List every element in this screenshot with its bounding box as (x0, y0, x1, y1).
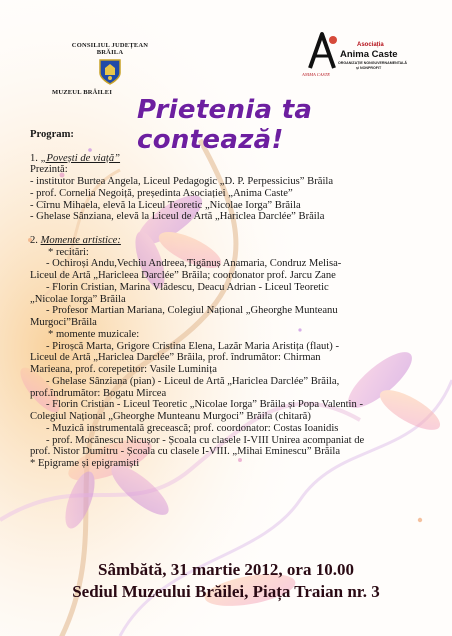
association-name: Anima Caste (340, 49, 398, 60)
presenter-line: - institutor Burtea Angela, Liceul Pedagogic „D. P. Perpessicius” Brăila (30, 176, 334, 187)
program-line: Liceul de Artă „Haricleea Darclée” Brăila; coordonator prof. Jarcu Zane (30, 270, 336, 281)
county-council-name: CONSILIUL JUDEȚEAN (71, 42, 149, 49)
program-line: - Ghelase Sânziana (pian) - Liceul de Artă „Hariclea Darclée” Brăila, (46, 375, 340, 387)
section-1-title: „Povești de viață” (40, 152, 121, 164)
presenter-line: - Cîrnu Mihaela, elevă la Liceul Teoretic „Nicolae Iorga” Brăila (30, 199, 301, 211)
section-2-number: 2. (30, 234, 41, 246)
program-heading: Program: (30, 129, 74, 140)
subsection-label: * momente muzicale: (48, 328, 140, 340)
association-subtitle-2: și NONPROFIT (356, 66, 382, 70)
event-location: Sediul Muzeului Brăilei, Piața Traian nr. 3 (72, 582, 380, 601)
program-line: Colegiul Național „Gheorghe Munteanu Murgoci” Brăila (chitară) (30, 411, 311, 422)
subsection-label: * recitări: (48, 246, 89, 258)
museum-label: MUZEUL BRĂILEI (52, 89, 113, 96)
section-1-title-line (30, 153, 440, 165)
spacer (30, 223, 440, 235)
program-line: prof. Nistor Dumitru - Școala cu clasele I-VIII. „Mihai Eminescu” Brăila (30, 446, 341, 458)
section-1-number: 1. (30, 152, 41, 164)
presenter-line: - prof. Cornelia Negoiță, președinta Asociației „Anima Caste” (30, 187, 293, 199)
association-subtitle: ORGANIZAȚIE NONGUVERNAMENTALĂ (338, 61, 408, 65)
program-line: - Ochiroși Andu,Vechiu Andreea,Tigănuș Anamaria, Condruz Melisa- (46, 258, 342, 270)
association-block (300, 30, 450, 80)
program-line: - Muzică instrumentală grecească; prof. coordonator: Costas Ioanidis (46, 422, 339, 434)
program-line: - Profesor Martian Mariana, Colegiul Național „Gheorghe Munteanu (46, 305, 338, 317)
program-line: Liceul de Artă „Hariclea Darclée” Brăila, prof. îndrumător: Chirman (30, 352, 321, 364)
association-logo-caption: ANIMA CASTE (302, 72, 331, 77)
program-line: „Nicolae Iorga” Brăila (30, 293, 126, 305)
county-council-block (55, 42, 165, 87)
association-label: Asociația (357, 42, 384, 48)
program-line: Murgoci”Brăila (30, 317, 97, 328)
county-crest-icon (99, 59, 121, 85)
program-line: - prof. Mocănescu Nicușor - Școala cu clasele I-VIII Unirea acompaniat de (46, 434, 365, 446)
county-council-city: BRĂILA (96, 49, 124, 56)
program-line: * Epigrame și epigramiști (30, 458, 140, 469)
program-line: - Florin Cristian, Marina Vlădescu, Deacu Adrian - Liceul Teoretic (46, 281, 329, 293)
program-body (30, 129, 440, 470)
event-date: Sâmbătă, 31 martie 2012, ora 10.00 (98, 560, 354, 579)
program-line: prof.îndrumător: Bogatu Mircea (30, 387, 167, 399)
section-2-title: Momente artistice: (40, 234, 121, 246)
section-1-presenters-label: Prezintă: (30, 164, 68, 176)
section-2-title-line (30, 235, 440, 247)
poster-headline: Prietenia ta contează! (137, 95, 313, 155)
anima-caste-logo-icon (306, 30, 340, 72)
program-line: - Florin Cristian - Liceul Teoretic „Nicolae Iorga” Brăila și Popa Valentin - (46, 399, 363, 411)
program-line: - Piroșcă Marta, Grigore Cristina Elena, Lazăr Maria Aristița (flaut) - (46, 340, 339, 352)
program-line: Marieana, prof. corepetitor: Vasile Luminița (30, 364, 217, 375)
spacer (30, 141, 440, 153)
presenter-line: - Ghelase Sânziana, elevă la Liceul de Artă „Hariclea Darclée” Brăila (30, 211, 325, 223)
